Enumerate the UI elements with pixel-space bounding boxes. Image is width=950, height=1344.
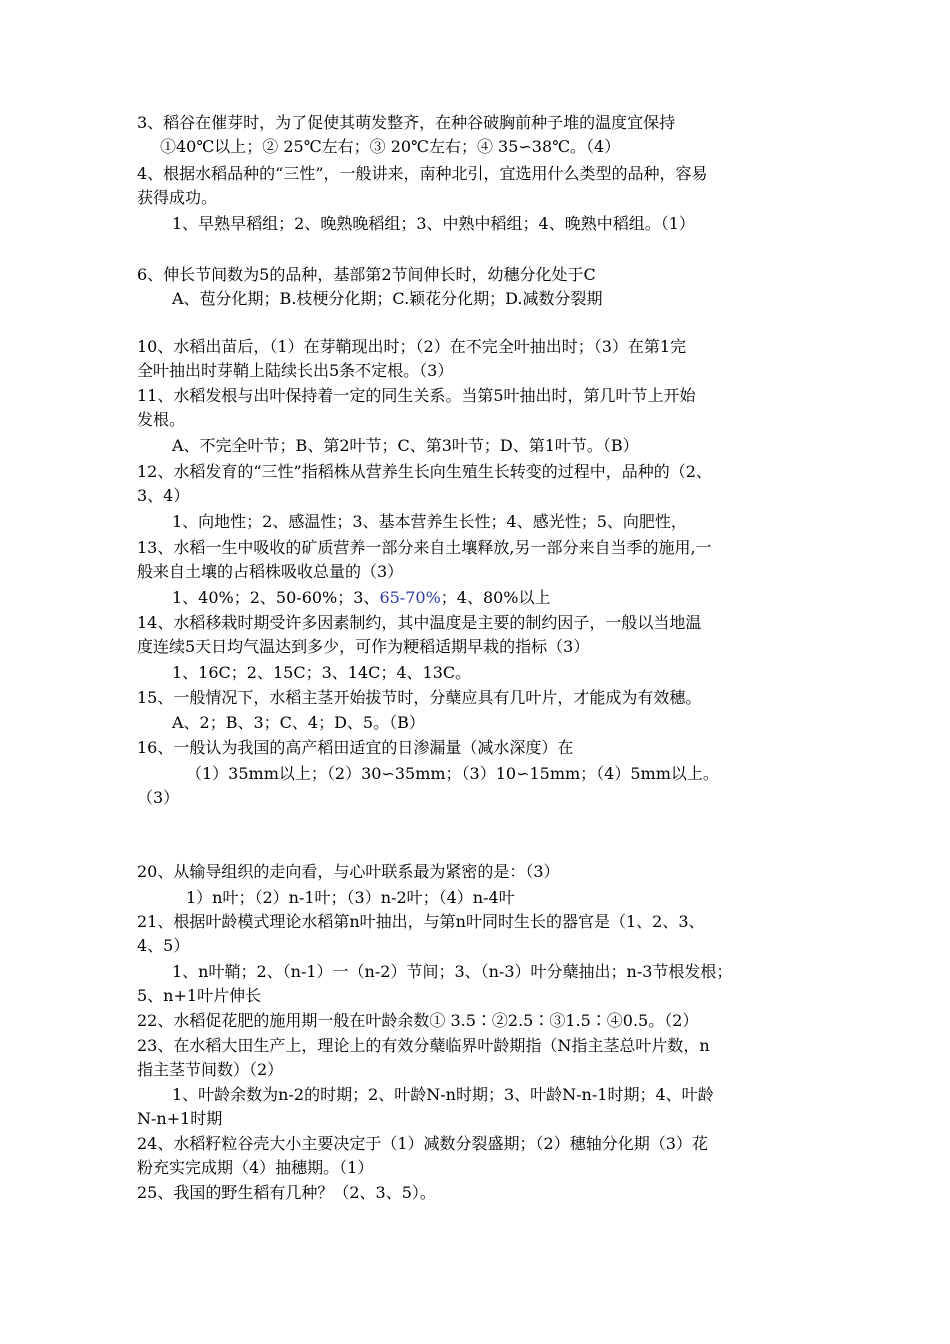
question-23-options-1: 1、叶龄余数为n-2的时期；2、叶龄N-n时期；3、叶龄N-n-1时期；4、叶龄 xyxy=(172,1085,714,1104)
question-4-line-1: 4、根据水稻品种的“三性”，一般讲来，南种北引，宜选用什么类型的品种，容易 xyxy=(137,164,708,183)
question-21-line-2: 4、5） xyxy=(137,936,190,955)
question-20-line-1: 20、从输导组织的走向看，与心叶联系最为紧密的是：（3） xyxy=(137,862,560,881)
question-24-line-1: 24、水稻籽粒谷壳大小主要决定于（1）减数分裂盛期；（2）穗轴分化期（3）花 xyxy=(137,1134,708,1153)
question-10-line-2: 全叶抽出时芽鞘上陆续长出5条不定根。（3） xyxy=(137,361,454,380)
question-12-line-2: 3、4） xyxy=(137,486,190,505)
option-part-2: ；4、80%以上 xyxy=(440,588,551,607)
question-12-line-1: 12、水稻发育的“三性”指稻株从营养生长向生殖生长转变的过程中，品种的（2、 xyxy=(137,462,712,481)
question-13-line-1: 13、水稻一生中吸收的矿质营养一部分来自土壤释放,另一部分来自当季的施用,一 xyxy=(137,538,712,557)
question-25-line-1: 25、我国的野生稻有几种？（2、3、5）。 xyxy=(137,1183,436,1202)
question-13-line-2: 般来自土壤的占稻株吸收总量的（3） xyxy=(137,562,404,581)
question-13-options xyxy=(172,586,872,610)
question-11-options: A、不完全叶节；B、第2叶节；C、第3叶节；D、第1叶节。（B） xyxy=(172,436,639,455)
question-10-line-1: 10、水稻出苗后，（1）在芽鞘现出时；（2）在不完全叶抽出时；（3）在第1完 xyxy=(137,337,687,356)
question-14-line-1: 14、水稻移栽时期受许多因素制约，其中温度是主要的制约因子，一般以当地温 xyxy=(137,613,702,632)
question-24-line-2: 粉充实完成期（4）抽穗期。（1） xyxy=(137,1158,374,1177)
question-23-options-2: N-n+1时期 xyxy=(137,1109,223,1128)
option-part-1: 1、40%；2、50-60%；3、 xyxy=(172,588,380,607)
question-21-options-2: 5、n+1叶片伸长 xyxy=(137,986,262,1005)
question-22-line-1: 22、水稻促花肥的施用期一般在叶龄余数① 3.5∶②2.5∶③1.5∶④0.5。（2） xyxy=(137,1011,699,1030)
question-14-options: 1、16C；2、15C；3、14C；4、13C。 xyxy=(172,663,472,682)
question-16-options: （1）35mm以上；（2）30∽35mm；（3）10∽15mm；（4）5mm以上。 xyxy=(186,764,719,783)
question-21-line-1: 21、根据叶龄模式理论水稻第n叶抽出，与第n叶同时生长的器官是（1、2、3、 xyxy=(137,912,705,931)
question-20-options: 1）n叶；（2）n-1叶；（3）n-2叶；（4）n-4叶 xyxy=(186,888,515,907)
option-highlight: 65-70% xyxy=(379,588,441,607)
question-11-line-2: 发根。 xyxy=(137,410,186,429)
question-14-line-2: 度连续5天日均气温达到多少，可作为粳稻适期早栽的指标（3） xyxy=(137,637,590,656)
question-21-options-1: 1、n叶鞘；2、（n-1）一（n-2）节间；3、（n-3）叶分蘖抽出；n-3节根发根； xyxy=(172,962,733,981)
question-4-line-2: 获得成功。 xyxy=(137,188,218,207)
question-6-line-1: 6、伸长节间数为5的品种，基部第2节间伸长时，幼穗分化处于C xyxy=(137,265,596,284)
question-15-options: A、2；B、3；C、4；D、5。（B） xyxy=(172,713,425,732)
question-6-options: A、苞分化期；B.枝梗分化期；C.颖花分化期；D.减数分裂期 xyxy=(172,289,603,308)
question-16-line-1: 16、一般认为我国的高产稻田适宜的日渗漏量（减水深度）在 xyxy=(137,738,574,757)
question-3-line-1: 3、稻谷在催芽时，为了促使其萌发整齐，在种谷破胸前种子堆的温度宜保持 xyxy=(137,113,676,132)
question-12-options: 1、向地性；2、感温性；3、基本营养生长性；4、感光性；5、向肥性， xyxy=(172,512,687,531)
question-16-answer: （3） xyxy=(137,788,180,807)
question-11-line-1: 11、水稻发根与出叶保持着一定的同生关系。当第5叶抽出时，第几叶节上开始 xyxy=(137,386,696,405)
question-23-line-1: 23、在水稻大田生产上，理论上的有效分蘖临界叶龄期指（N指主茎总叶片数，n xyxy=(137,1036,710,1055)
question-4-options: 1、早熟早稻组；2、晚熟晚稻组；3、中熟中稻组；4、晚熟中稻组。（1） xyxy=(172,214,695,233)
question-15-line-1: 15、一般情况下，水稻主茎开始拔节时，分蘖应具有几叶片，才能成为有效穗。 xyxy=(137,688,702,707)
question-3-options: ①40℃以上；② 25℃左右；③ 20℃左右；④ 35∽38℃。（4） xyxy=(160,137,621,156)
question-23-line-2: 指主茎节间数）（2） xyxy=(137,1060,284,1079)
